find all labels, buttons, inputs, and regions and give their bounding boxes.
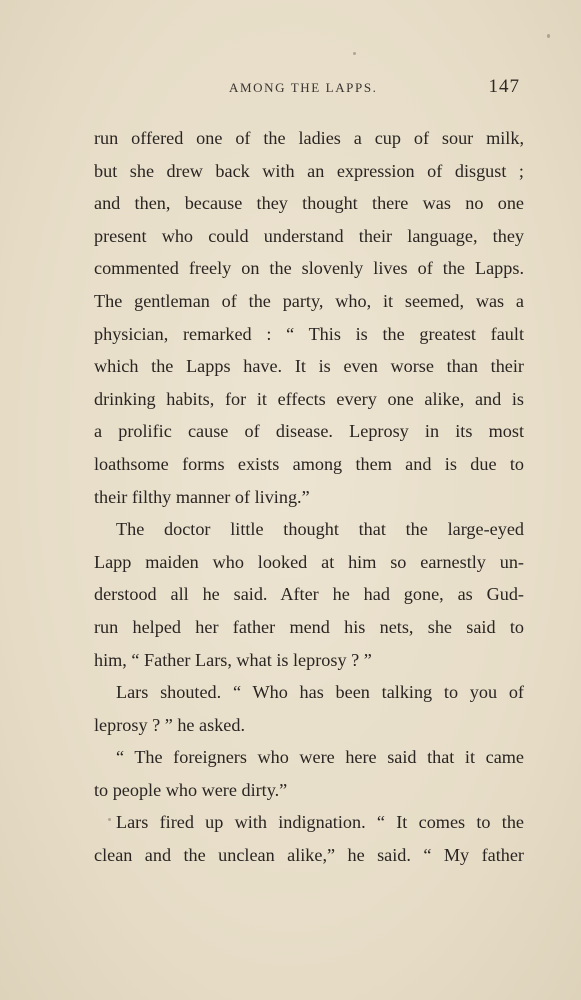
text-line-19: leprosy ? ” he asked.: [94, 714, 245, 735]
paper-speck: [547, 34, 550, 38]
text-line-21: to people who were dirty.”: [94, 779, 288, 800]
page-header: [94, 76, 522, 106]
running-title: AMONG THE LAPPS.: [229, 80, 378, 95]
text-line-6: The gentleman of the party, who, it seemed, was a: [94, 290, 524, 311]
text-line-15: derstood all he said. After he had gone, as Gud-: [94, 584, 524, 605]
text-line-5: commented freely on the slovenly lives of the Lapps.: [94, 258, 524, 279]
page-number: 147: [488, 76, 520, 97]
text-line-17: him, “ Father Lars, what is leprosy ? ”: [94, 649, 372, 670]
text-line-4: present who could understand their language, they: [94, 225, 524, 246]
text-line-14: Lapp maiden who looked at him so earnestly un-: [94, 551, 524, 572]
text-line-23: clean and the unclean alike,” he said. “ My father: [94, 845, 524, 866]
text-line-8: which the Lapps have. It is even worse than their: [94, 356, 524, 377]
body-text: [94, 122, 524, 872]
text-line-20: “ The foreigners who were here said that it came: [116, 747, 524, 768]
paper-speck: [108, 818, 111, 821]
text-line-9: drinking habits, for it effects every one alike, and is: [94, 388, 524, 409]
text-line-18: Lars shouted. “ Who has been talking to you of: [116, 682, 524, 703]
text-line-2: but she drew back with an expression of disgust ;: [94, 160, 524, 181]
text-line-11: loathsome forms exists among them and is due to: [94, 453, 524, 474]
paper-speck: [353, 52, 356, 55]
text-line-1: run offered one of the ladies a cup of sour milk,: [94, 128, 524, 148]
text-line-3: and then, because they thought there was no one: [94, 193, 524, 214]
text-line-10: a prolific cause of disease. Leprosy in its most: [94, 421, 524, 442]
text-line-12: their filthy manner of living.”: [94, 486, 310, 507]
text-line-22: Lars fired up with indignation. “ It comes to the: [116, 812, 524, 833]
text-line-16: run helped her father mend his nets, she said to: [94, 616, 524, 637]
text-line-13: The doctor little thought that the large-eyed: [116, 519, 524, 540]
text-line-7: physician, remarked : “ This is the greatest fault: [94, 323, 524, 344]
